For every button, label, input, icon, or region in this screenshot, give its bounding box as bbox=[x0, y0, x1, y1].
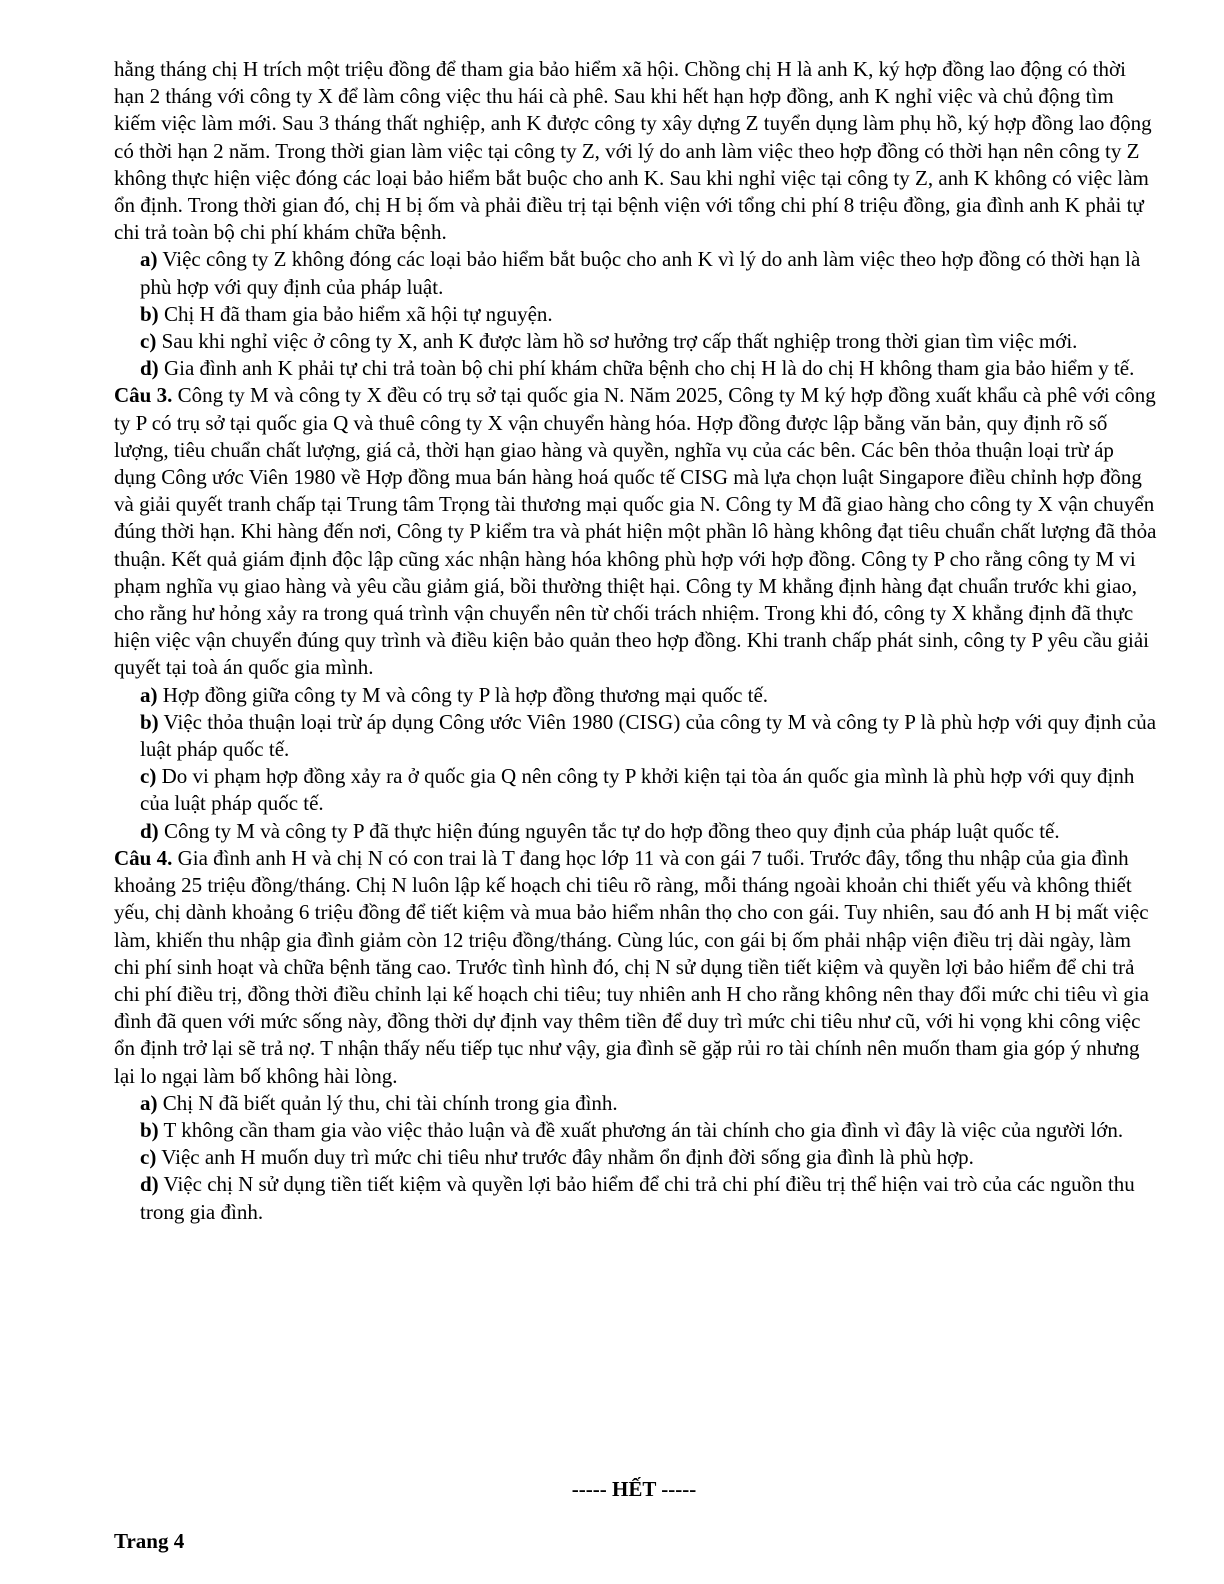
question-text: Công ty M và công ty X đều có trụ sở tại quốc gia N. Năm 2025, Công ty M ký hợp đồng xuất khẩu cà phê với công ty P có trụ sở tại quốc gia Q và thuê công ty X vận chuyển hàng hóa. Hợp đồng được lập bằng văn bản, quy định rõ số lượng, tiêu chuẩn chất lượng, giá cả, thời hạn giao hàng và quyền, nghĩa vụ của các bên. Các bên thỏa thuận loại trừ áp dụng Công ước Viên 1980 về Hợp đồng mua bán hàng hoá quốc tế CISG mà lựa chọn luật Singapore điều chỉnh hợp đồng và giải quyết tranh chấp tại Trung tâm Trọng tài thương mại quốc gia N. Công ty M đã giao hàng cho công ty X vận chuyển đúng thời hạn. Khi hàng đến nơi, Công ty P kiểm tra và phát hiện một phần lô hàng không đạt tiêu chuẩn chất lượng đã thỏa thuận. Kết quả giám định độc lập cũng xác nhận hàng hóa không phù hợp với hợp đồng. Công ty P cho rằng công ty M vi phạm nghĩa vụ giao hàng và yêu cầu giảm giá, bồi thường thiệt hại. Công ty M khẳng định hàng đạt chuẩn trước khi giao, cho rằng hư hỏng xảy ra trong quá trình vận chuyển nên từ chối trách nhiệm. Trong khi đó, công ty X khẳng định đã thực hiện việc vận chuyển đúng quy trình và điều kiện bảo quản theo hợp đồng. Khi tranh chấp phát sinh, công ty P yêu cầu giải quyết tại toà án quốc gia mình. bbox=[114, 383, 1157, 680]
question-2-option-c bbox=[140, 328, 1160, 355]
question-4-option-a bbox=[140, 1090, 1160, 1117]
option-label: a) bbox=[140, 247, 158, 272]
option-text: Việc anh H muốn duy trì mức chi tiêu như trước đây nhằm ổn định đời sống gia đình là phù hợp. bbox=[156, 1145, 974, 1170]
page-number: Trang 4 bbox=[114, 1529, 185, 1553]
option-text: Do vi phạm hợp đồng xảy ra ở quốc gia Q nên công ty P khởi kiện tại tòa án quốc gia mình là phù hợp với quy định của luật pháp quốc tế. bbox=[140, 764, 1135, 816]
option-text: Công ty M và công ty P đã thực hiện đúng nguyên tắc tự do hợp đồng theo quy định của pháp luật quốc tế. bbox=[158, 818, 1060, 843]
question-2-option-d bbox=[140, 355, 1160, 382]
option-text: Chị N đã biết quản lý thu, chi tài chính trong gia đình. bbox=[157, 1090, 618, 1115]
option-text: T không cần tham gia vào việc thảo luận và đề xuất phương án tài chính cho gia đình vì đây là việc của người lớn. bbox=[158, 1117, 1124, 1142]
option-label: c) bbox=[140, 764, 157, 789]
option-label: b) bbox=[140, 709, 159, 734]
question-4-option-d bbox=[140, 1171, 1160, 1225]
question-3-stem bbox=[114, 382, 1160, 681]
question-3-option-a bbox=[140, 682, 1160, 709]
option-label: d) bbox=[140, 818, 159, 843]
question-text: Gia đình anh H và chị N có con trai là T đang học lớp 11 và con gái 7 tuổi. Trước đây, tổng thu nhập của gia đình khoảng 25 triệu đồng/tháng. Chị N luôn lập kế hoạch chi tiêu rõ ràng, mỗi tháng ngoài khoản chi thiết yếu và không thiết yếu, chị dành khoảng 6 triệu đồng để tiết kiệm và mua bảo hiểm nhân thọ cho con gái. Tuy nhiên, sau đó anh H bị mất việc làm, khiến thu nhập gia đình giảm còn 12 triệu đồng/tháng. Cùng lúc, con gái bị ốm phải nhập viện điều trị dài ngày, làm chi phí sinh hoạt và chữa bệnh tăng cao. Trước tình hình đó, chị N sử dụng tiền tiết kiệm và quyền lợi bảo hiểm để chi trả chi phí điều trị, đồng thời điều chỉnh lại kế hoạch chi tiêu; tuy nhiên anh H cho rằng không nên thay đổi mức chi tiêu vì gia đình đã quen với mức sống này, đồng thời dự định vay thêm tiền để duy trì mức chi tiêu như cũ, với hi vọng khi công việc ổn định trở lại sẽ trả nợ. T nhận thấy nếu tiếp tục như vậy, gia đình sẽ gặp rủi ro tài chính nên muốn tham gia góp ý nhưng lại lo ngại làm bố không hài lòng. bbox=[114, 845, 1149, 1088]
option-text: Chị H đã tham gia bảo hiểm xã hội tự nguyện. bbox=[158, 301, 553, 326]
question-3-option-d bbox=[140, 818, 1160, 845]
option-label: a) bbox=[140, 682, 158, 707]
option-text: Việc thỏa thuận loại trừ áp dụng Công ước Viên 1980 (CISG) của công ty M và công ty P là phù hợp với quy định của luật pháp quốc tế. bbox=[140, 709, 1157, 762]
option-text: Hợp đồng giữa công ty M và công ty P là hợp đồng thương mại quốc tế. bbox=[157, 682, 769, 707]
option-label: a) bbox=[140, 1090, 158, 1115]
option-text: Việc chị N sử dụng tiền tiết kiệm và quyền lợi bảo hiểm để chi trả chi phí điều trị thể hiện vai trò của các nguồn thu trong gia đình. bbox=[140, 1172, 1135, 1224]
question-3-option-c bbox=[140, 763, 1160, 817]
question-4-stem bbox=[114, 845, 1160, 1090]
option-label: d) bbox=[140, 356, 159, 381]
end-of-exam-mark: ----- HẾT ----- bbox=[571, 1477, 697, 1501]
option-label: c) bbox=[140, 1145, 157, 1170]
option-label: d) bbox=[140, 1172, 159, 1197]
exam-page bbox=[114, 56, 1160, 1226]
question-2-option-b bbox=[140, 301, 1160, 328]
question-label: Câu 3. bbox=[114, 383, 173, 408]
option-text: Việc công ty Z không đóng các loại bảo hiểm bắt buộc cho anh K vì lý do anh làm việc theo hợp đồng có thời hạn là phù hợp với quy định của pháp luật. bbox=[140, 247, 1141, 299]
question-3-option-b bbox=[140, 709, 1160, 763]
question-2-option-a bbox=[140, 246, 1160, 300]
option-label: c) bbox=[140, 329, 157, 354]
option-text: Gia đình anh K phải tự chi trả toàn bộ chi phí khám chữa bệnh cho chị H là do chị H không tham gia bảo hiểm y tế. bbox=[158, 356, 1135, 381]
question-4-option-c bbox=[140, 1144, 1160, 1171]
question-4-option-b bbox=[140, 1117, 1160, 1144]
option-label: b) bbox=[140, 301, 159, 326]
question-2-stem-continued: hằng tháng chị H trích một triệu đồng để tham gia bảo hiểm xã hội. Chồng chị H là anh K, ký hợp đồng lao động có thời hạn 2 tháng với công ty X để làm công việc thu hái cà phê. Sau khi hết hạn hợp đồng, anh K nghỉ việc và chủ động tìm kiếm việc làm mới. Sau 3 tháng thất nghiệp, anh K được công ty xây dựng Z tuyển dụng làm phụ hồ, ký hợp đồng lao động có thời hạn 2 năm. Trong thời gian làm việc tại công ty Z, với lý do anh làm việc theo hợp đồng có thời hạn nên công ty Z không thực hiện việc đóng các loại bảo hiểm bắt buộc cho anh K. Sau khi nghỉ việc tại công ty Z, anh K không có việc làm ổn định. Trong thời gian đó, chị H bị ốm và phải điều trị tại bệnh viện với tổng chi phí 8 triệu đồng, gia đình anh K phải tự chi trả toàn bộ chi phí khám chữa bệnh. bbox=[114, 57, 1152, 245]
question-label: Câu 4. bbox=[114, 845, 173, 870]
option-label: b) bbox=[140, 1117, 159, 1142]
option-text: Sau khi nghỉ việc ở công ty X, anh K được làm hồ sơ hưởng trợ cấp thất nghiệp trong thời gian tìm việc mới. bbox=[156, 329, 1078, 354]
